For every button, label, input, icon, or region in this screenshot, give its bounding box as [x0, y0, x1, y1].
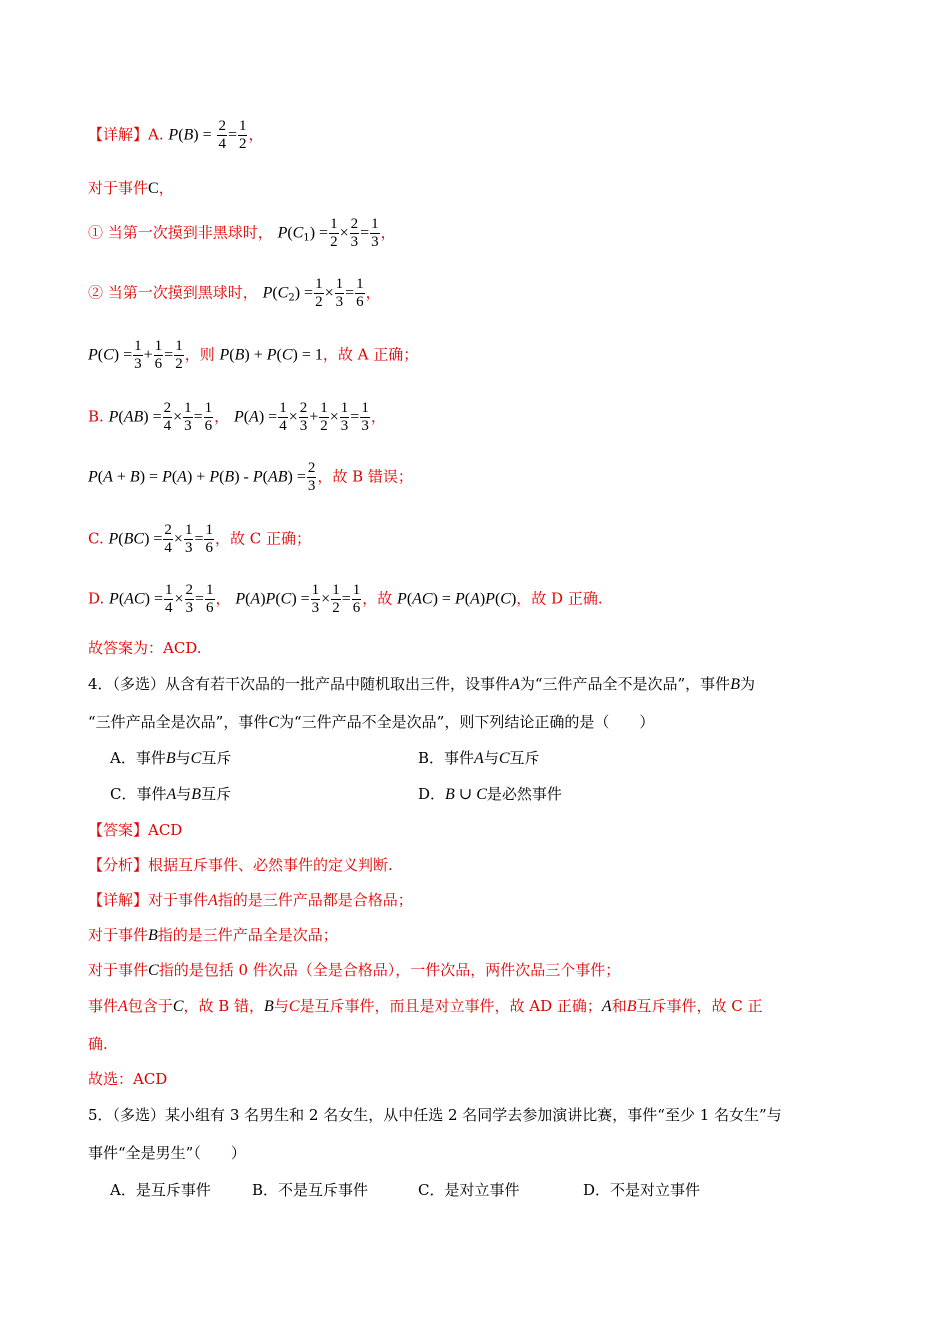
fraction: $\frac{1}{2}$: [238, 118, 247, 152]
detail-c-line: C. P(BC) = $\frac{2}{4}$ × $\frac{1}{3}$ = $\frac{1}{6}$ ，故 C 正确；: [88, 522, 311, 556]
q4-detail-e: 确.: [88, 1035, 108, 1053]
q5-option-d[interactable]: D．不是对立事件: [583, 1181, 701, 1199]
q4-text-3: 为: [739, 675, 755, 693]
q4-answer: 【答案】ACD: [88, 821, 183, 839]
fraction: $\frac{1}{3}$: [311, 582, 320, 616]
fraction: $\frac{2}{3}$: [185, 582, 193, 616]
detail-b-line: B. P(AB) = $\frac{2}{4}$ × $\frac{1}{3}$ = $\frac{1}{6}$ ， P(A) = $\frac{1}{4}$ × $\frac{2}{3}$ + $\frac{1}{2}$ × $\frac{1}{3}$ = $\frac{1}{3}$ ，: [88, 400, 386, 434]
fraction: $\frac{1}{3}$: [184, 400, 192, 434]
fraction: $\frac{1}{3}$: [340, 400, 349, 434]
q4-option-d[interactable]: D．B ∪ C是必然事件: [418, 785, 562, 803]
d-conclusion: ，故 D 正确.: [516, 589, 603, 608]
q5-line1: [88, 1105, 782, 1125]
pc-line: P(C) = $\frac{1}{3}$ + $\frac{1}{6}$ = $\frac{1}{2}$ ，则 P(B) + P(C) = 1，故 A 正确；: [88, 338, 419, 372]
event-a: A: [510, 676, 520, 693]
pa-plus-b-line: P(A + B) = P(A) + P(B) - P(AB) = $\frac{2}{3}$ ，故 B 错误；: [88, 460, 413, 494]
case1-line: ① 当第一次摸到非黑球时， $P(C_1)$ = $\frac{1}{2}$ × $\frac{2}{3}$ = $\frac{1}{3}$ ，: [88, 216, 396, 250]
intro-text: 对于事件: [88, 179, 149, 197]
formula-pb: P: [168, 126, 179, 144]
q5-number: 5．: [88, 1106, 113, 1124]
event-c: C: [268, 714, 280, 731]
fraction: $\frac{2}{4}$: [163, 400, 172, 434]
q4-number: 4．: [88, 675, 113, 693]
case2-line: ② 当第一次摸到黑球时， $P(C_2)$ = $\frac{1}{2}$ × $\frac{1}{3}$ = $\frac{1}{6}$ ，: [88, 276, 381, 310]
q4-text-5: 为“三件产品不全是次品”，则下列结论正确的是（ ）: [279, 713, 655, 731]
option-d-label: D.: [88, 589, 105, 608]
c-conclusion: ，故 C 正确；: [214, 529, 311, 548]
d-mid-text: ，故: [362, 589, 393, 608]
fraction: $\frac{1}{2}$: [320, 400, 328, 434]
fraction: $\frac{1}{6}$: [206, 582, 214, 616]
detail-d-line: D. P(AC) = $\frac{1}{4}$ × $\frac{2}{3}$ = $\frac{1}{6}$ ， P(A)P(C) = $\frac{1}{3}$ × $\frac{1}{2}$ = $\frac{1}{6}$ ，故 P(AC) = P(A)P(C)，故 D 正确.: [88, 582, 603, 616]
fraction: $\frac{1}{6}$: [356, 276, 364, 310]
case2-text: ② 当第一次摸到黑球时，: [88, 283, 258, 302]
q4-option-a[interactable]: A．事件B与C互斥: [110, 749, 232, 767]
fraction: $\frac{1}{2}$: [315, 276, 323, 310]
q4-detail-b: 对于事件B指的是三件产品全是次品；: [88, 926, 338, 944]
fraction: $\frac{1}{3}$: [134, 338, 142, 372]
q5-option-a[interactable]: A．是互斥事件: [110, 1181, 211, 1199]
q4-line2: [88, 712, 654, 733]
fraction: $\frac{1}{3}$: [335, 276, 344, 310]
fraction: $\frac{1}{3}$: [361, 400, 369, 434]
q4-detail-c: 对于事件C指的是包括 0 件次品（全是合格品），一件次品，两件次品三个事件；: [88, 961, 621, 979]
fraction: $\frac{1}{3}$: [184, 522, 193, 556]
fraction: $\frac{1}{2}$: [175, 338, 183, 372]
detail-tag: 【详解】: [88, 125, 149, 144]
q4-choose: 故选：ACD: [88, 1070, 168, 1088]
option-c-label: C.: [88, 529, 104, 548]
q4-analysis: 【分析】根据互斥事件、必然事件的定义判断.: [88, 856, 393, 874]
fraction: $\frac{1}{4}$: [164, 582, 173, 616]
q4-line1: [88, 674, 755, 695]
q4-detail-d: 事件A包含于C，故 B 错，B与C是互斥事件，而且是对立事件，故 AD 正确；A和B互斥事件，故 C 正: [88, 997, 763, 1015]
b-conclusion: ，故 B 错误；: [317, 467, 413, 486]
fraction: $\frac{1}{2}$: [330, 216, 338, 250]
q5-text-1: （多选）某小组有 3 名男生和 2 名女生，从中任选 2 名同学去参加演讲比赛，事件“至少 1 名女生”与: [112, 1106, 782, 1124]
detail-a-line: 【详解】A. P(B) = $\frac{2}{4}$ = $\frac{1}{2}$ ，: [88, 118, 264, 152]
a-conclusion: ，故 A 正确；: [322, 345, 419, 364]
detail-c-intro: 对于事件C，: [88, 179, 174, 197]
q4-text-4: “三件产品全是次品”，事件: [88, 713, 269, 731]
fraction: $\frac{1}{2}$: [332, 582, 340, 616]
fraction: $\frac{1}{4}$: [279, 400, 287, 434]
q4-text-2: 为“三件产品全不是次品”，事件: [519, 675, 731, 693]
q5-line2: 事件“全是男生”（ ）: [88, 1144, 246, 1162]
fraction: $\frac{1}{6}$: [154, 338, 163, 372]
fraction: $\frac{2}{3}$: [299, 400, 308, 434]
fraction: $\frac{2}{4}$: [164, 522, 172, 556]
fraction: $\frac{1}{6}$: [204, 400, 213, 434]
case1-text: ① 当第一次摸到非黑球时，: [88, 223, 273, 242]
q4-option-c[interactable]: C．事件A与B互斥: [110, 785, 232, 803]
q4-option-b[interactable]: B．事件A与C互斥: [418, 749, 540, 767]
option-a-label: A.: [148, 125, 164, 144]
fraction: $\frac{1}{6}$: [205, 522, 213, 556]
q4-detail-a: 【详解】对于事件A指的是三件产品都是合格品；: [88, 891, 413, 909]
answer-line: 故答案为：ACD.: [88, 639, 202, 657]
fraction: $\frac{2}{4}$: [218, 118, 226, 152]
fraction: $\frac{1}{6}$: [352, 582, 361, 616]
then-text: ，则: [184, 345, 215, 364]
q4-text-1: （多选）从含有若干次品的一批产品中随机取出三件，设事件: [112, 675, 511, 693]
option-b-label: B.: [88, 407, 104, 426]
fraction: $\frac{2}{3}$: [350, 216, 359, 250]
fraction: $\frac{1}{3}$: [371, 216, 379, 250]
fraction: $\frac{2}{3}$: [307, 460, 316, 494]
q5-option-b[interactable]: B．不是互斥事件: [252, 1181, 369, 1199]
q5-option-c[interactable]: C．是对立事件: [418, 1181, 520, 1199]
event-b: B: [730, 676, 740, 693]
